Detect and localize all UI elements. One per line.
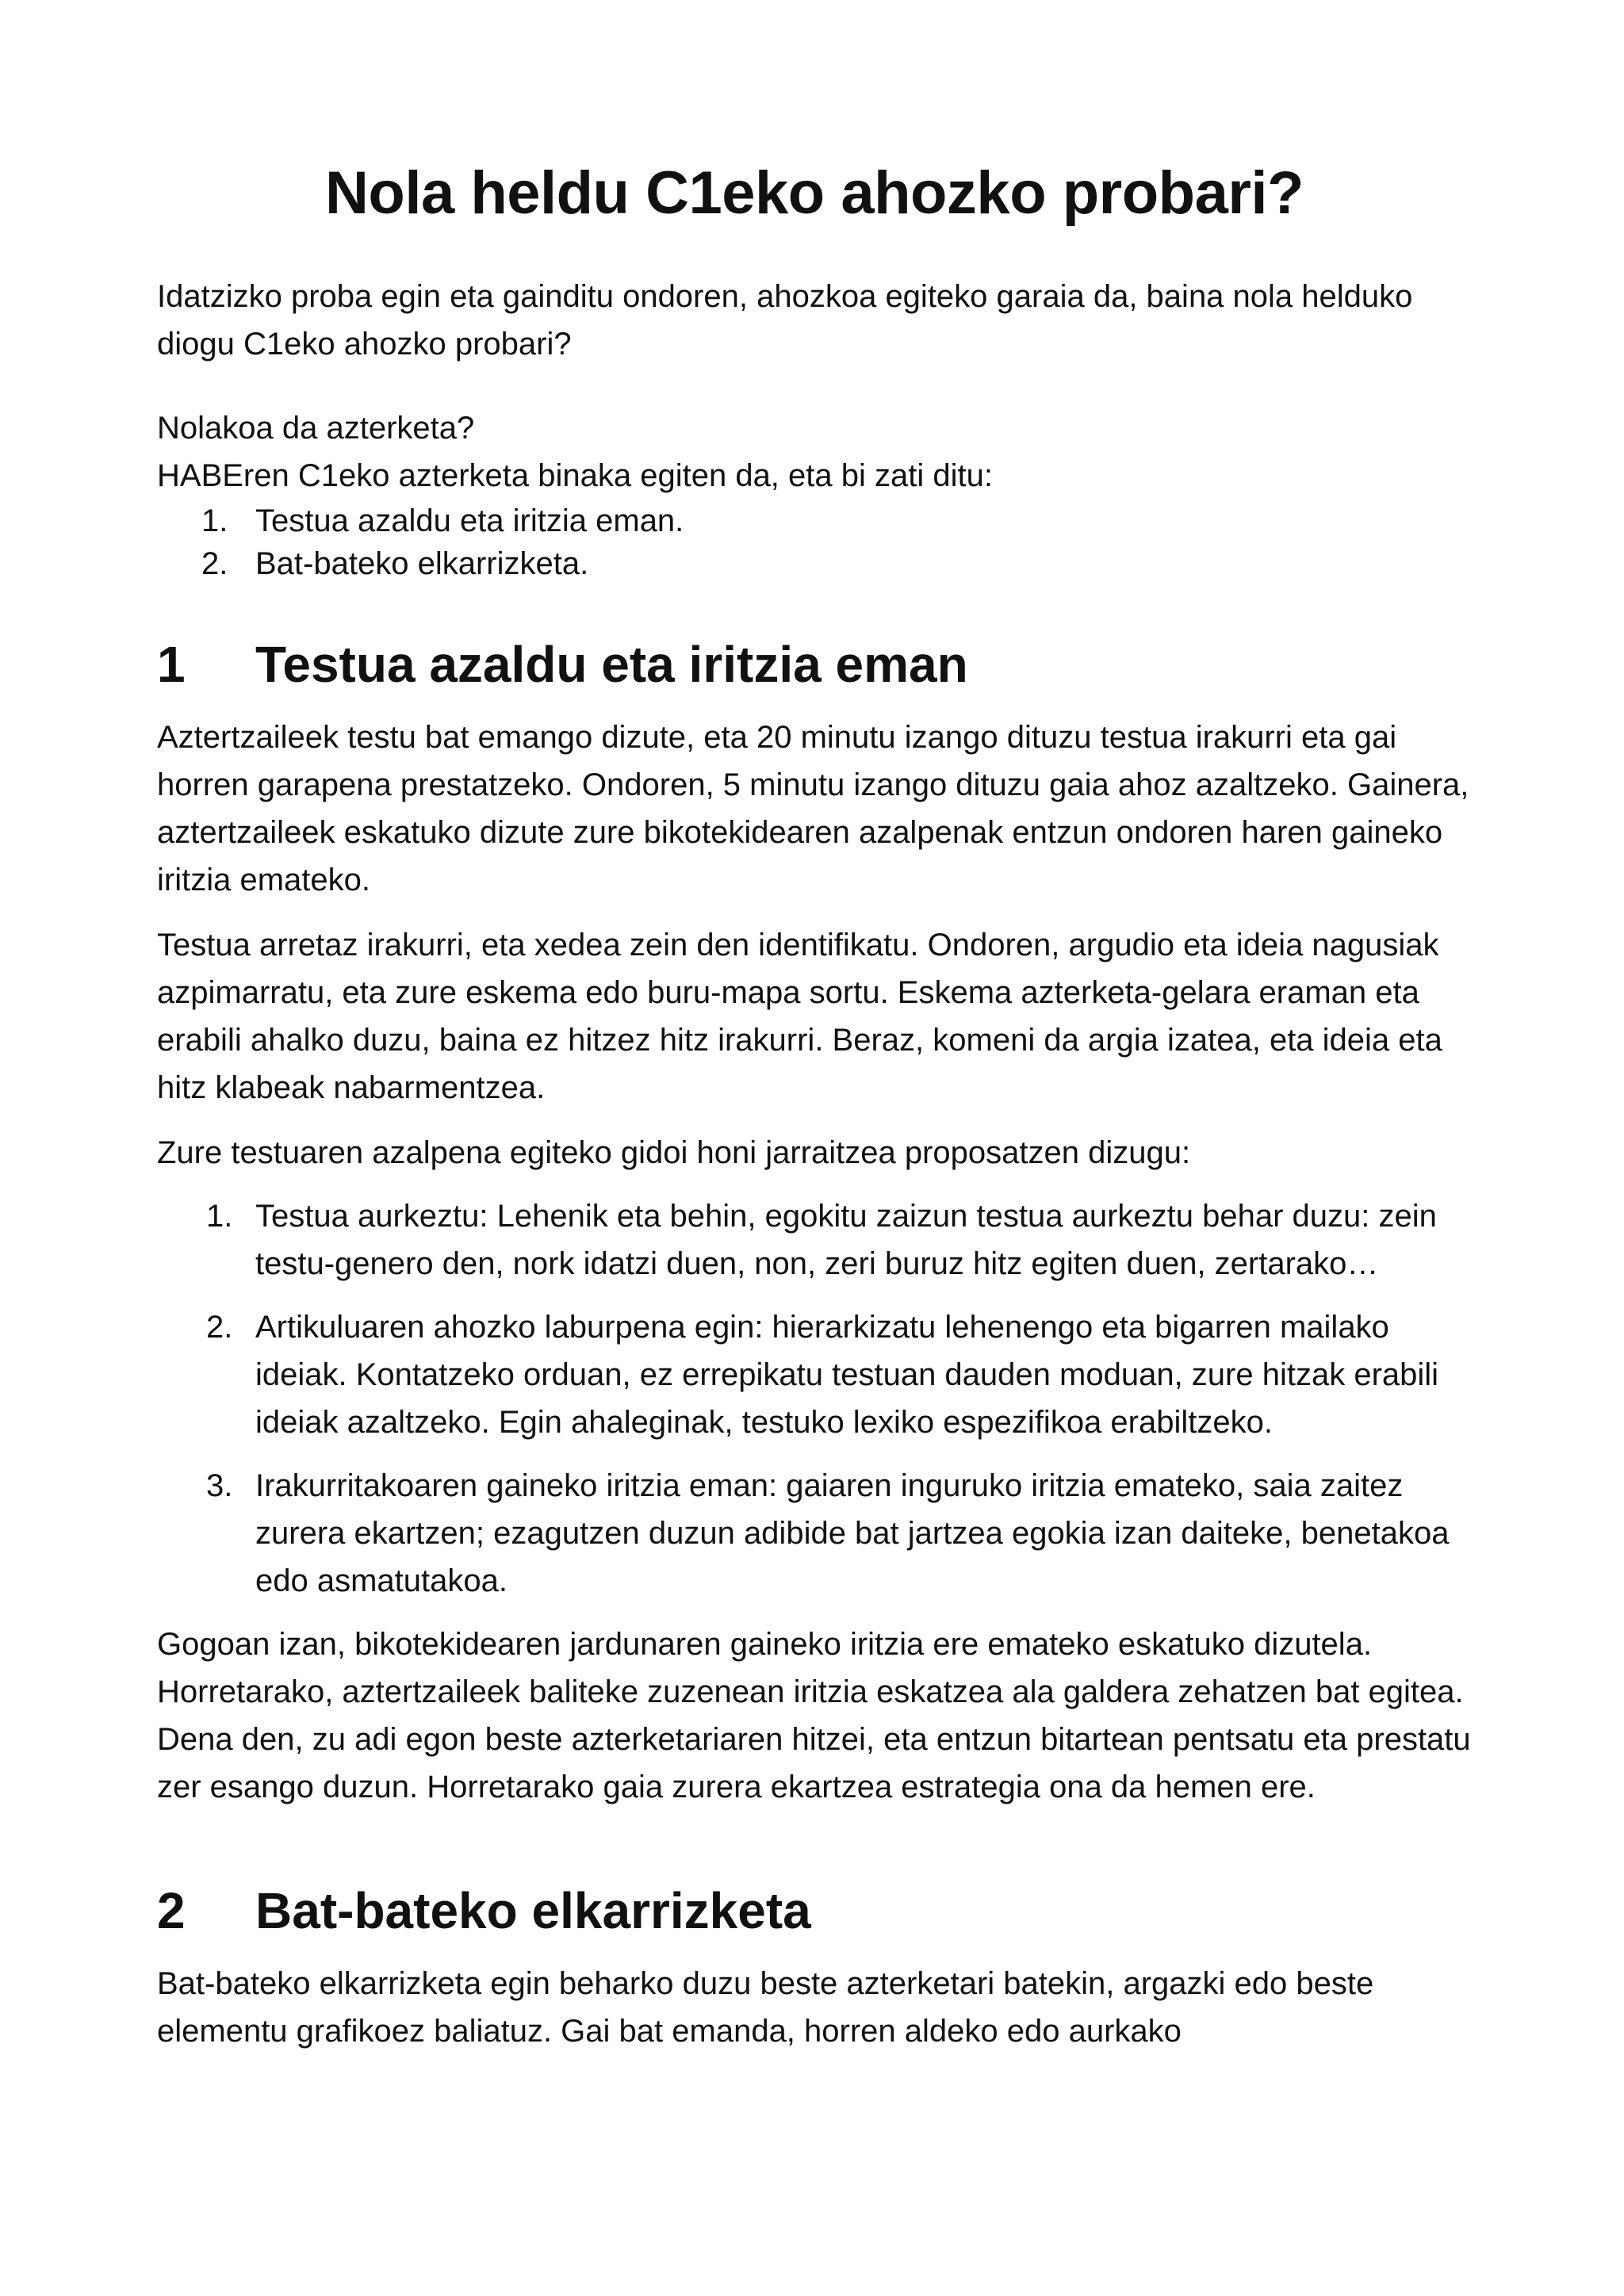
- section-1-closing: Gogoan izan, bikotekidearen jardunaren gaineko iritzia ere emateko eskatuko dizutela. Horretarako, aztertzaileek baliteke zuzenean iritzia eskatzea ala galdera zehatzen bat egitea. Dena den, zu adi egon beste azterketariaren hitzei, eta entzun bitartean pentsatu eta prestatu zer esango duzun. Horretarako gaia zurera ekartzea estrategia ona da hemen ere.: [157, 1627, 1471, 1804]
- list-item-text: Irakurritakoaren gaineko iritzia eman: gaiaren inguruko iritzia emateko, saia zaitez zurera ekartzen; ezagutzen duzun adibide bat jartzea egokia izan daiteke, benetakoa edo asmatutakoa.: [255, 1468, 1450, 1598]
- list-item-text: Testua aurkeztu: Lehenik eta behin, egokitu zaizun testua aurkeztu behar duzu: zein testu-genero den, nork idatzi duen, non, zeri buruz hitz egiten duen, zertarako…: [255, 1199, 1437, 1281]
- section-1-paragraph: Aztertzaileek testu bat emango dizute, eta 20 minutu izango dituzu testua irakurri eta gai horren garapena prestatzeko. Ondoren, 5 minutu izango dituzu gaia ahoz azaltzeko. Gainera, aztertzaileek eskatuko dizute zure bikotekidearen azalpenak entzun ondoren haren gaineko iritzia emateko.: [157, 720, 1469, 897]
- list-item: [157, 542, 1472, 585]
- list-item-number: 2.: [201, 546, 228, 581]
- intro-paragraph: Idatzizko proba egin eta gainditu ondoren, ahozkoa egiteko garaia da, baina nola helduko diogu C1eko ahozko probari?: [157, 279, 1413, 362]
- section-title: Bat-bateko elkarrizketa: [255, 1882, 811, 1939]
- list-item: [157, 1462, 1472, 1605]
- guide-list: [157, 1192, 1472, 1605]
- exam-description: HABEren C1eko azterketa binaka egiten da, eta bi zati ditu:: [157, 458, 993, 493]
- section-1-paragraph: Zure testuaren azalpena egiteko gidoi honi jarraitzea proposatzen dizugu:: [157, 1135, 1191, 1170]
- exam-parts-list: [157, 499, 1472, 585]
- list-item: [157, 1303, 1472, 1446]
- section-number: 1: [157, 636, 186, 693]
- page-title: Nola heldu C1eko ahozko probari?: [325, 159, 1304, 227]
- section-number: 2: [157, 1882, 186, 1939]
- section-2-heading: [157, 1877, 1472, 1944]
- list-item-text: Testua azaldu eta iritzia eman.: [255, 503, 684, 538]
- list-item-number: 1.: [206, 1199, 233, 1234]
- exam-question: Nolakoa da azterketa?: [157, 411, 475, 446]
- list-item: [157, 499, 1472, 542]
- section-title: Testua azaldu eta iritzia eman: [255, 636, 968, 693]
- section-1-heading: [157, 631, 1472, 698]
- list-item: [157, 1192, 1472, 1288]
- section-1-paragraph: Testua arretaz irakurri, eta xedea zein den identifikatu. Ondoren, argudio eta ideia nagusiak azpimarratu, eta zure eskema edo buru-mapa sortu. Eskema azterketa-gelara eraman eta erabili ahalko duzu, baina ez hitzez hitz irakurri. Beraz, komeni da argia izatea, eta ideia eta hitz klabeak nabarmentzea.: [157, 928, 1442, 1105]
- list-item-number: 1.: [201, 503, 228, 538]
- list-item-text: Bat-bateko elkarrizketa.: [255, 546, 589, 581]
- section-2-paragraph: Bat-bateko elkarrizketa egin beharko duzu beste azterketari batekin, argazki edo beste elementu grafikoez baliatuz. Gai bat emanda, horren aldeko edo aurkako: [157, 1966, 1374, 2049]
- list-item-text: Artikuluaren ahozko laburpena egin: hierarkizatu lehenengo eta bigarren mailako ideiak. Kontatzeko orduan, ez errepikatu testuan dauden moduan, zure hitzak erabili ideiak azaltzeko. Egin ahaleginak, testuko lexiko espezifikoa erabiltzeko.: [255, 1310, 1439, 1440]
- list-item-number: 3.: [206, 1468, 233, 1503]
- list-item-number: 2.: [206, 1310, 233, 1345]
